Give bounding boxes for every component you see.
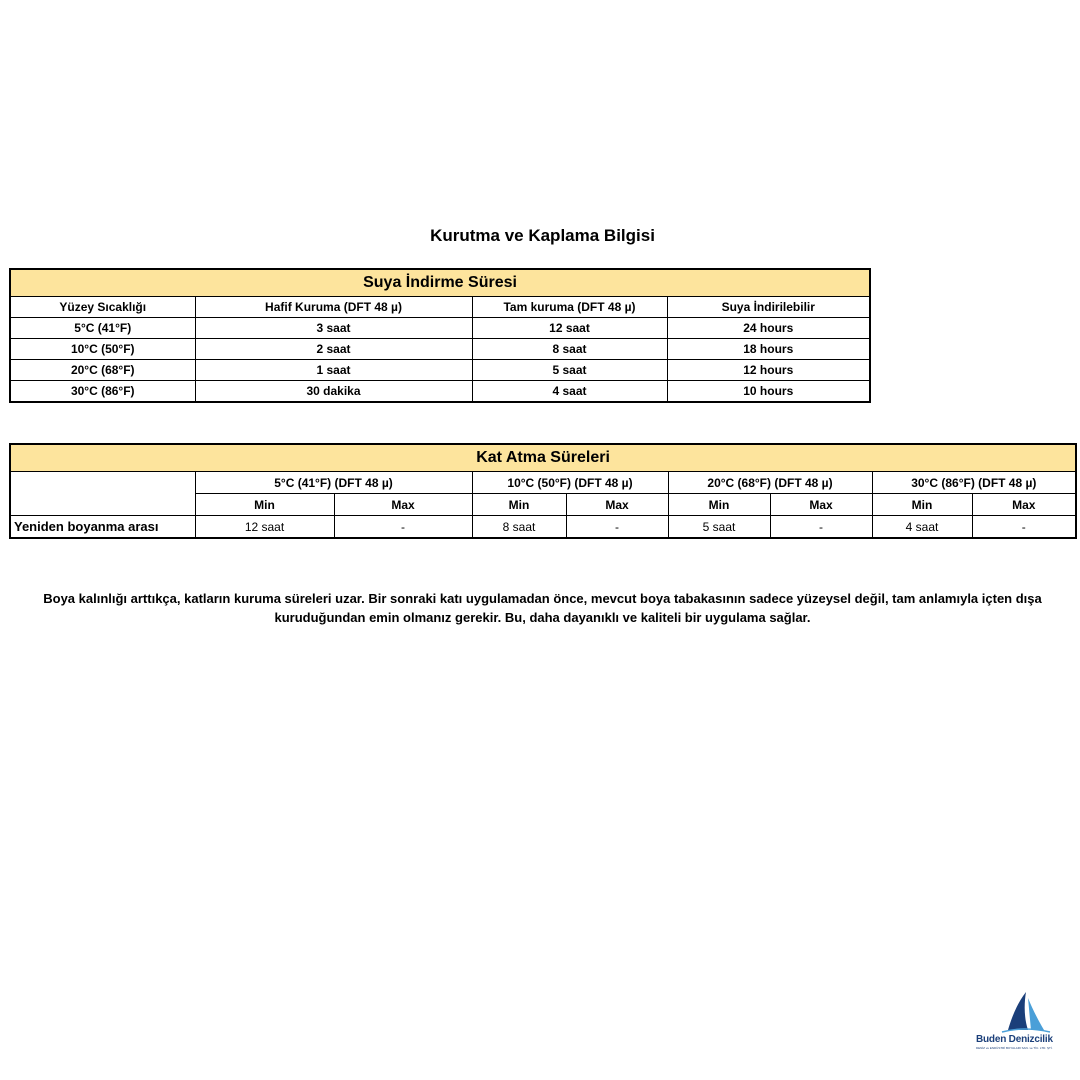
temperature-header: 30°C (86°F) (DFT 48 µ) (872, 472, 1076, 494)
logo-tagline: DENİZ ve ENDÜSTRİ BOYALARI SAN. ve TİC. LTD. ŞTİ. (976, 1046, 1053, 1050)
min-value: 8 saat (472, 516, 566, 539)
max-value: - (334, 516, 472, 539)
column-header: Hafif Kuruma (DFT 48 µ) (195, 297, 472, 318)
drying-time-table (9, 268, 871, 403)
max-header: Max (566, 494, 668, 516)
max-value: - (770, 516, 872, 539)
temperature-header: 5°C (41°F) (DFT 48 µ) (195, 472, 472, 494)
table-cell: 20°C (68°F) (10, 360, 195, 381)
min-value: 5 saat (668, 516, 770, 539)
temperature-header: 20°C (68°F) (DFT 48 µ) (668, 472, 872, 494)
table-cell: 5°C (41°F) (10, 318, 195, 339)
table-cell: 10 hours (667, 381, 870, 403)
min-header: Min (872, 494, 972, 516)
info-note: Boya kalınlığı arttıkça, katların kuruma süreleri uzar. Bir sonraki katı uygulamadan önce, mevcut boya tabakasının sadece yüzeysel değil, tam anlamıyla içten dışa kuruduğundan emin olmanız gerekir. Bu, daha dayanıklı ve kaliteli bir uygulama sağlar. (43, 591, 1042, 625)
sailboat-icon (994, 990, 1054, 1034)
table-cell: 30 dakika (195, 381, 472, 403)
table-row (10, 381, 870, 403)
table-cell: 18 hours (667, 339, 870, 360)
table-cell: 3 saat (195, 318, 472, 339)
column-header: Suya İndirilebilir (667, 297, 870, 318)
table-cell: 12 hours (667, 360, 870, 381)
table-cell: 8 saat (472, 339, 667, 360)
column-header: Yüzey Sıcaklığı (10, 297, 195, 318)
table-row (10, 360, 870, 381)
company-logo (974, 990, 1074, 1070)
max-value: - (972, 516, 1076, 539)
recoat-time-table (9, 443, 1077, 539)
table-cell: 10°C (50°F) (10, 339, 195, 360)
table-cell: 4 saat (472, 381, 667, 403)
min-value: 4 saat (872, 516, 972, 539)
min-header: Min (668, 494, 770, 516)
table-row (10, 516, 1076, 539)
table-cell: 1 saat (195, 360, 472, 381)
logo-name: Buden Denizcilik (976, 1034, 1053, 1045)
max-header: Max (334, 494, 472, 516)
max-header: Max (770, 494, 872, 516)
table-cell: 5 saat (472, 360, 667, 381)
table-cell: 30°C (86°F) (10, 381, 195, 403)
table-cell: 2 saat (195, 339, 472, 360)
table-cell: 12 saat (472, 318, 667, 339)
drying-table-header: Suya İndirme Süresi (10, 269, 870, 297)
column-header: Tam kuruma (DFT 48 µ) (472, 297, 667, 318)
recoat-table-header: Kat Atma Süreleri (10, 444, 1076, 472)
empty-corner-cell (10, 472, 195, 516)
row-label: Yeniden boyanma arası (10, 516, 195, 539)
min-header: Min (472, 494, 566, 516)
min-header: Min (195, 494, 334, 516)
max-value: - (566, 516, 668, 539)
temperature-header: 10°C (50°F) (DFT 48 µ) (472, 472, 668, 494)
table-row (10, 339, 870, 360)
page-title: Kurutma ve Kaplama Bilgisi (430, 226, 655, 245)
table-row (10, 318, 870, 339)
table-cell: 24 hours (667, 318, 870, 339)
min-value: 12 saat (195, 516, 334, 539)
max-header: Max (972, 494, 1076, 516)
